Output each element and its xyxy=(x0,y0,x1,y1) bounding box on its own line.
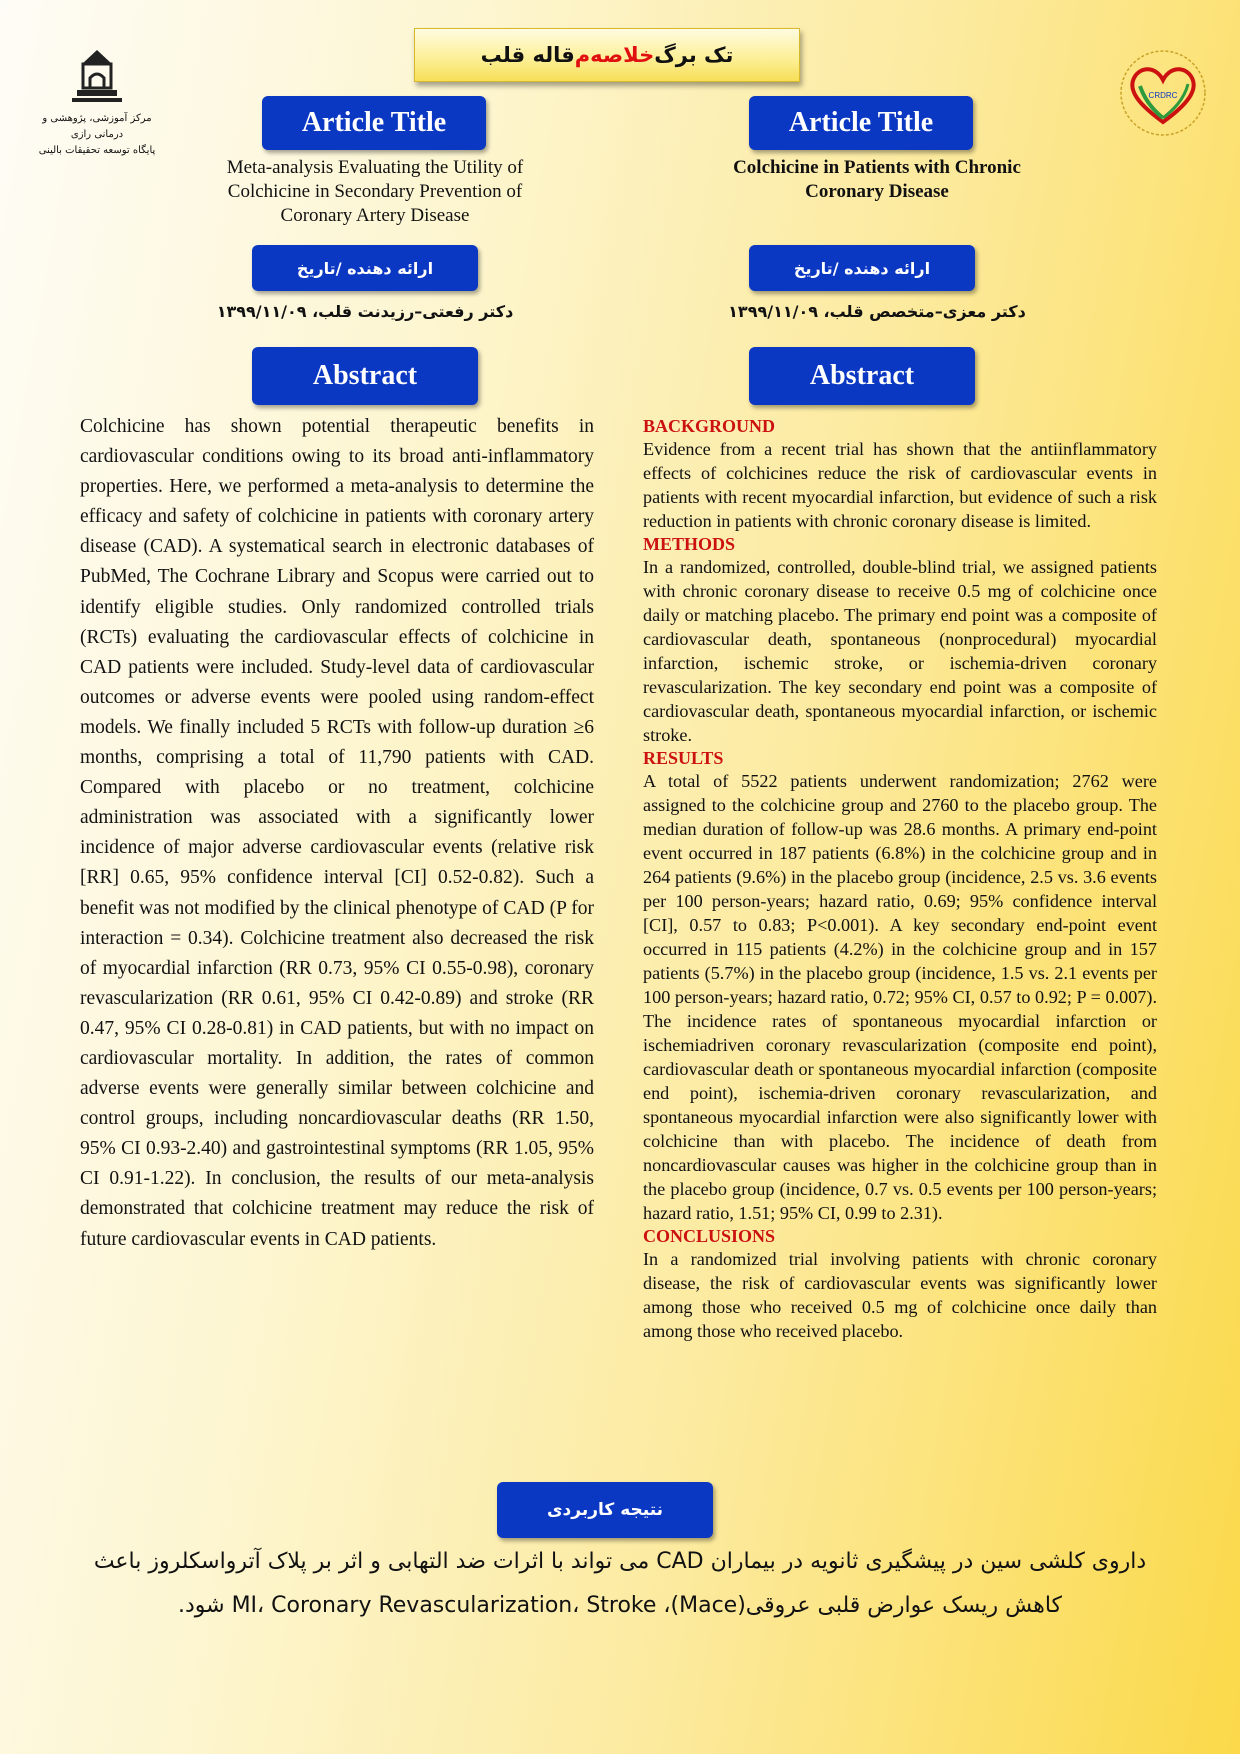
header-title-part1: تک برگ xyxy=(654,43,734,67)
left-abstract-button-label: Abstract xyxy=(312,360,418,391)
practical-result-line2: کاهش ریسک عوارض قلبی عروقی(Mace)، MI، Coronary Revascularization، Stroke شود. xyxy=(177,1593,1062,1618)
left-presenter xyxy=(200,302,530,321)
practical-result-text xyxy=(60,1540,1180,1628)
institution-name-line1: مرکز آموزشی، پژوهشی و درمانی رازی xyxy=(42,113,152,140)
left-presenter-button-label: ارائه دهنده /تاریخ xyxy=(296,258,434,278)
conclusions-heading: CONCLUSIONS xyxy=(643,1226,776,1246)
header-title-part3: م xyxy=(574,43,591,67)
right-presenter-text: دکتر معزی–متخصص قلب، ۱۳۹۹/۱۱/۰۹ xyxy=(728,302,1026,321)
left-article-title xyxy=(190,156,560,228)
right-abstract-button-label: Abstract xyxy=(809,360,915,391)
header-banner xyxy=(414,28,800,82)
right-presenter-button xyxy=(749,245,975,291)
right-presenter-button-label: ارائه دهنده /تاریخ xyxy=(793,258,931,278)
institution-logo xyxy=(36,48,158,159)
heart-logo xyxy=(1118,48,1208,138)
right-presenter xyxy=(712,302,1042,321)
left-abstract-button xyxy=(252,347,478,405)
left-article-title-button xyxy=(262,96,486,150)
header-title-part2: خلاصه xyxy=(590,43,655,67)
right-abstract-button xyxy=(749,347,975,405)
right-article-title-button-label: Article Title xyxy=(788,107,934,138)
left-presenter-text: دکتر رفعتی–رزیدنت قلب، ۱۳۹۹/۱۱/۰۹ xyxy=(216,302,514,321)
methods-text: In a randomized, controlled, double-blind trial, we assigned patients with chronic coronary disease to receive 0.5 mg of colchicine once daily or matching placebo. The primary end point was a composite of cardiovascular death, spontaneous (nonprocedural) myocardial infarction, ischemic stroke, or ischemia-driven coronary revascularization. The key secondary end point was a composite of cardiovascular death, spontaneous myocardial infarction, or ischemic stroke. xyxy=(643,557,1157,745)
institution-name-line2: پایگاه توسعه تحقیقات بالینی xyxy=(38,145,156,156)
results-heading: RESULTS xyxy=(643,748,724,768)
background-text: Evidence from a recent trial has shown that the antiinflammatory effects of colchicines reduce the risk of cardiovascular events in patients with recent myocardial infarction, but evidence of such a risk reduction in patients with chronic coronary disease is limited. xyxy=(643,439,1157,531)
heart-logo-text: CRDRC xyxy=(1148,91,1178,100)
left-article-title-button-label: Article Title xyxy=(301,107,447,138)
left-abstract-text: Colchicine has shown potential therapeutic benefits in cardiovascular conditions owing to its broad anti-inflammatory properties. Here, we performed a meta-analysis to determine the efficacy and safety of colchicine in patients with coronary artery disease (CAD). A systematical search in electronic databases of PubMed, The Cochrane Library and Scopus were carried out to identify eligible studies. Only randomized controlled trials (RCTs) evaluating the cardiovascular effects of colchicine in CAD patients were included. Study-level data of cardiovascular outcomes or adverse events were pooled using random-effect models. We finally included 5 RCTs with follow-up duration ≥6 months, comprising a total of 11,790 patients with CAD. Compared with placebo or no treatment, colchicine administration was associated with a significantly lower incidence of major adverse cardiovascular events (relative risk [RR] 0.65, 95% confidence interval [CI] 0.52-0.82). Such a benefit was not modified by the clinical phenotype of CAD (P for interaction = 0.34). Colchicine treatment also decreased the risk of myocardial infarction (RR 0.73, 95% CI 0.55-0.98), coronary revascularization (RR 0.61, 95% CI 0.42-0.89) and stroke (RR 0.47, 95% CI 0.28-0.81) in CAD patients, but with no impact on cardiovascular mortality. In addition, the rates of common adverse events were generally similar between colchicine and control groups, including noncardiovascular deaths (RR 1.50, 95% CI 0.93-2.40) and gastrointestinal symptoms (RR 1.05, 95% CI 0.91-1.22). In conclusion, the results of our meta-analysis demonstrated that colchicine treatment may reduce the risk of future cardiovascular events in CAD patients. xyxy=(80,416,594,1250)
methods-heading: METHODS xyxy=(643,534,736,554)
results-text: A total of 5522 patients underwent randomization; 2762 were assigned to the colchicine group and 2760 to the placebo group. The median duration of follow-up was 28.6 months. A primary end-point event occurred in 187 patients (6.8%) in the colchicine group and in 264 patients (9.6%) in the placebo group (incidence, 2.5 vs. 3.6 events per 100 person-years; hazard ratio, 0.69; 95% confidence interval [CI], 0.57 to 0.83; P<0.001). A key secondary end-point event occurred in 115 patients (4.2%) in the colchicine group and in 157 patients (5.7%) in the placebo group (incidence, 1.5 vs. 2.1 events per 100 person-years; hazard ratio, 0.72; 95% CI, 0.57 to 0.92; P = 0.007). The incidence rates of spontaneous myocardial infarction or ischemiadriven coronary revascularization (composite end point), cardiovascular death or spontaneous myocardial infarction (composite end point), ischemia-driven coronary revascularization, and spontaneous myocardial infarction were also significantly lower with colchicine than with placebo. The incidence of death from noncardiovascular causes was higher in the colchicine group than in the placebo group (incidence, 0.7 vs. 0.5 events per 100 person-years; hazard ratio, 1.51; 95% CI, 0.99 to 2.31). xyxy=(643,771,1157,1223)
practical-result-button-label: نتیجه کاربردی xyxy=(546,1500,664,1520)
building-icon xyxy=(36,48,158,106)
header-title-part4: قاله قلب xyxy=(480,43,575,67)
left-presenter-button xyxy=(252,245,478,291)
right-abstract xyxy=(643,415,1157,1343)
background-heading: BACKGROUND xyxy=(643,416,776,436)
right-article-title xyxy=(700,156,1054,204)
right-article-title-text: Colchicine in Patients with Chronic Coronary Disease xyxy=(733,157,1021,202)
practical-result-button xyxy=(497,1482,713,1538)
conclusions-text: In a randomized trial involving patients with chronic coronary disease, the risk of cardiovascular events was significantly lower among those who received 0.5 mg of colchicine once daily than among those who received placebo. xyxy=(643,1249,1157,1341)
heart-icon xyxy=(1118,48,1208,138)
practical-result-line1: داروی کلشی سین در پیشگیری ثانویه در بیماران CAD می تواند با اثرات ضد التهابی و اثر بر پلاک آترواسکلروز باعث xyxy=(93,1549,1147,1574)
right-article-title-button xyxy=(749,96,973,150)
left-article-title-text: Meta-analysis Evaluating the Utility of Colchicine in Secondary Prevention of Coronary Artery Disease xyxy=(226,157,524,226)
